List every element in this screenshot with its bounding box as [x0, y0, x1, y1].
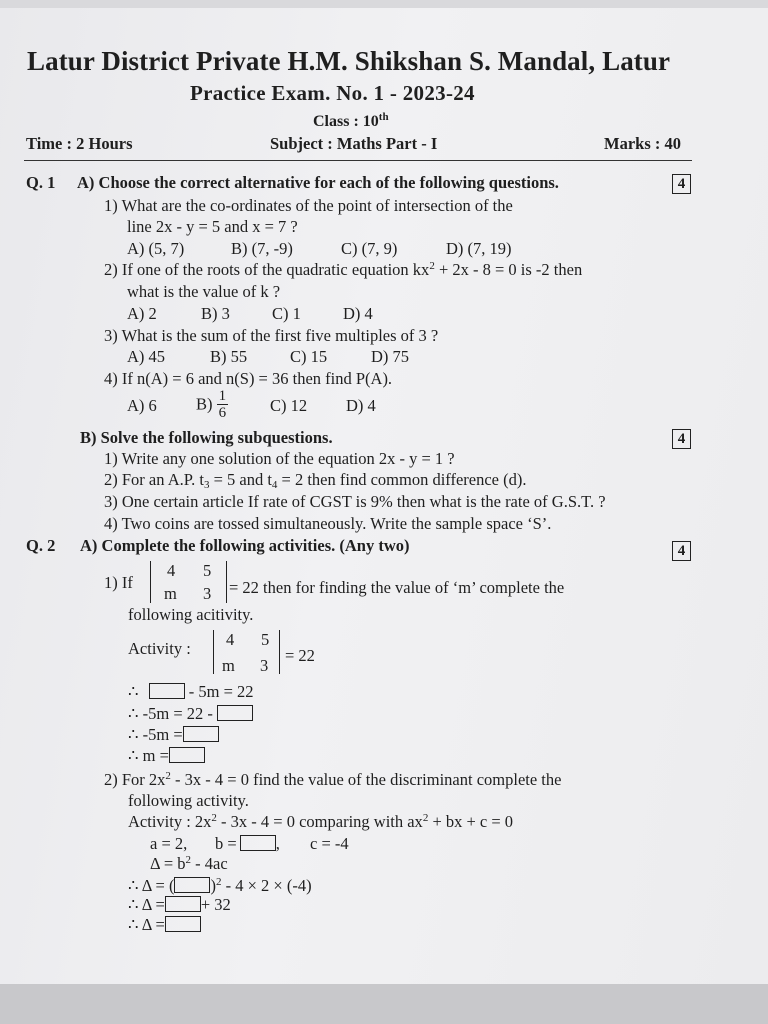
q1-b-item2: 2) For an A.P. $t_3 = 5$ and $t_4 = 2$ then find common difference (d). [104, 470, 527, 491]
q1-a-marks-box: 4 [672, 174, 691, 194]
determinant-1-left-bar [150, 561, 151, 603]
q1-item4-option-d: D) 4 [346, 396, 376, 415]
marks-label: Marks : 40 [604, 134, 681, 153]
q1-b-title: B) Solve the following subquestions. [80, 428, 333, 447]
q1-item1-line1: 1) What are the co-ordinates of the point of intersection of the [104, 196, 513, 215]
exam-title: Practice Exam. No. 1 - 2023-24 [190, 81, 475, 105]
q1-item1-option-d: D) (7, 19) [446, 239, 512, 258]
q2-a-title: A) Complete the following activities. (Any two) [80, 536, 410, 555]
subject-label: Subject : Maths Part - I [270, 134, 438, 153]
answer-box[interactable] [165, 916, 201, 932]
q1-item1-line2: line 2x - y = 5 and x = 7 ? [127, 217, 298, 236]
q2-a2-line1: 2) For $2x^2 - 3x - 4 = 0$ find the value of the discriminant complete the [104, 770, 562, 789]
q1-a-title: A) Choose the correct alternative for each of the following questions. [77, 173, 559, 192]
organization-title: Latur District Private H.M. Shikshan S. Mandal, Latur [27, 46, 671, 76]
q2-a2-step2: ∴ Δ = + 32 [128, 895, 231, 914]
q2-a1-activity-label: Activity : [128, 639, 191, 658]
determinant-2 [213, 630, 283, 674]
q2-a1-suffix: = 22 then for finding the value of ‘m’ complete the [229, 578, 565, 597]
exam-paper [0, 8, 768, 984]
q1-item1-option-c: C) (7, 9) [341, 239, 398, 258]
q1-item2-option-c: C) 1 [272, 304, 301, 323]
det1-c: m [164, 584, 177, 603]
q1-item2-option-a: A) 2 [127, 304, 157, 323]
q2-a2-coef-c: c = -4 [310, 834, 349, 853]
q2-a2-delta-formula: $\Delta = b^2 - 4ac$ [150, 854, 228, 873]
fraction-one-sixth: $\frac{1}{6}$ [218, 388, 227, 421]
q1-number: Q. 1 [26, 173, 56, 192]
answer-box[interactable] [183, 726, 219, 742]
header-divider [24, 160, 692, 161]
q1-item3-option-b: B) 55 [210, 347, 248, 366]
answer-box[interactable] [169, 747, 205, 763]
q1-item4-option-c: C) 12 [270, 396, 308, 415]
q1-item2-option-d: D) 4 [343, 304, 373, 323]
q2-a1-prefix: 1) If [104, 573, 133, 592]
q2-a1-step2: ∴ -5m = 22 - [128, 704, 253, 724]
q2-a2-coef-b: b = , [215, 834, 280, 853]
q1-item2-line1: 2) If one of the roots of the quadratic equation $kx^2 + 2x - 8 = 0$ is -2 then [104, 260, 583, 279]
q1-item3-option-a: A) 45 [127, 347, 166, 366]
q1-b-marks-box: 4 [672, 429, 691, 449]
determinant-1-right-bar [226, 561, 227, 603]
det1-a: 4 [167, 561, 176, 580]
q1-item2-option-b: B) 3 [201, 304, 230, 323]
answer-box[interactable] [165, 896, 201, 912]
q1-b-item3: 3) One certain article If rate of CGST is 9% then what is the rate of G.S.T. ? [104, 492, 606, 511]
q2-a-marks-box: 4 [672, 541, 691, 561]
q2-a1-step1: ∴ - 5m = 22 [128, 682, 254, 701]
q2-a1-line2: following acitivity. [128, 605, 254, 624]
q1-item1-option-a: A) (5, 7) [127, 239, 185, 258]
q2-a2-step3: ∴ Δ = [128, 915, 201, 935]
q1-item1-option-b: B) (7, -9) [231, 239, 293, 258]
q1-b-item1: 1) Write any one solution of the equation 2x - y = 1 ? [104, 449, 455, 468]
det1-b: 5 [203, 561, 212, 580]
determinant-1 [150, 561, 230, 603]
det1-d: 3 [203, 584, 212, 603]
q1-item3-option-d: D) 75 [371, 347, 410, 366]
class-label: Class : 10th [313, 111, 389, 130]
q2-a2-activity: Activity : $2x^2 - 3x - 4 = 0$ comparing with $ax^2$ + bx + c = 0 [128, 812, 514, 831]
det2-a: 4 [226, 630, 235, 649]
scan-background [0, 984, 768, 1024]
det2-d: 3 [260, 656, 269, 675]
q1-item3-option-c: C) 15 [290, 347, 328, 366]
determinant-2-left-bar [213, 630, 214, 674]
q1-item4-option-a: A) 6 [127, 396, 157, 415]
q2-a2-step1: ∴ Δ = ( )$^2$ - 4 × 2 × (-4) [128, 876, 312, 895]
answer-box[interactable] [240, 835, 276, 851]
determinant-2-right-bar [279, 630, 280, 674]
q1-item4-line1: 4) If n(A) = 6 and n(S) = 36 then find P(A). [104, 369, 393, 388]
answer-box[interactable] [217, 705, 253, 721]
q1-item4-option-b: B) $\frac{1}{6}$ [196, 388, 227, 421]
answer-box[interactable] [174, 877, 210, 893]
det2-b: 5 [261, 630, 270, 649]
det2-c: m [222, 656, 235, 675]
q2-a1-step4: ∴ m = [128, 746, 205, 766]
q2-a2-line2: following activity. [128, 791, 249, 810]
q2-a1-eq: = 22 [285, 646, 315, 665]
time-label: Time : 2 Hours [26, 134, 133, 153]
q2-a2-coef-a: a = 2, [150, 834, 188, 853]
q1-item3-line1: 3) What is the sum of the first five multiples of 3 ? [104, 326, 439, 345]
answer-box[interactable] [149, 683, 185, 699]
q1-b-item4: 4) Two coins are tossed simultaneously. Write the sample space ‘S’. [104, 514, 552, 533]
q2-a1-step3: ∴ -5m = [128, 725, 219, 745]
q1-item2-line2: what is the value of k ? [127, 282, 281, 301]
q2-number: Q. 2 [26, 536, 56, 555]
